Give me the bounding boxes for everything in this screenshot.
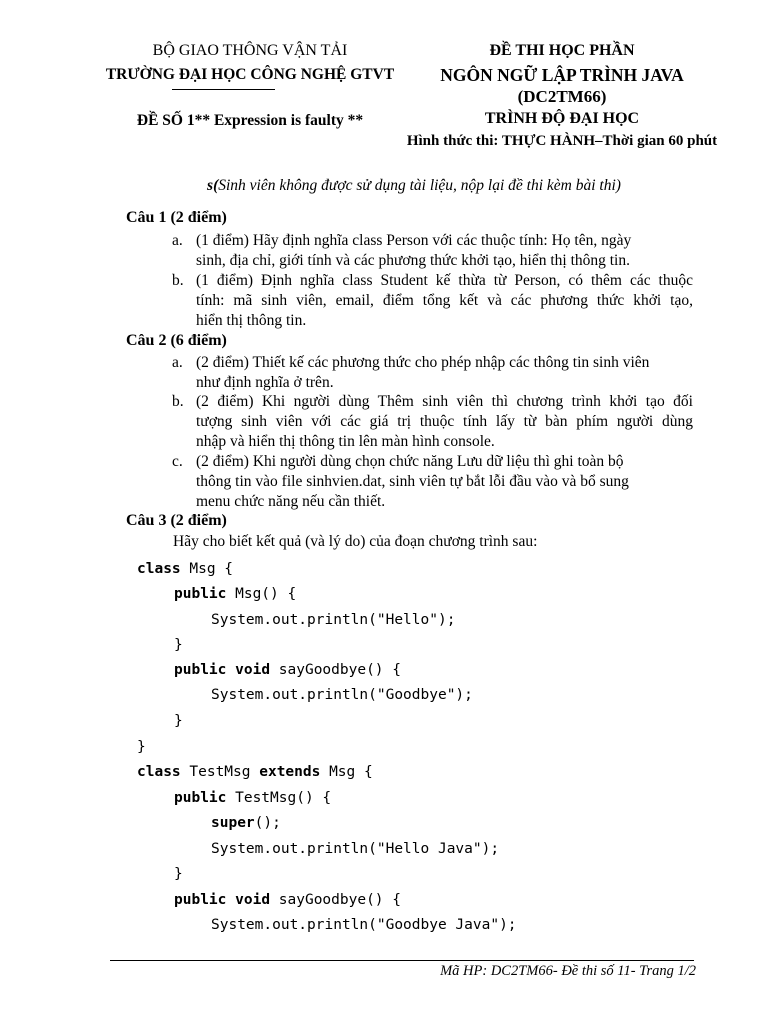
item-line: hiển thị thông tin. [196,312,307,329]
question-3-intro: Hãy cho biết kết quả (và lý do) của đoạn chương trình sau: [173,533,538,550]
item-marker: c. [172,453,183,470]
question-1-title: Câu 1 (2 điểm) [126,209,227,226]
item-line: (2 điểm) Thiết kế các phương thức cho phép nhập các thông tin sinh viên [196,354,650,371]
question-3-title: Câu 3 (2 điểm) [126,512,227,529]
code-line: class TestMsg extends Msg { [137,764,373,780]
item-marker: b. [172,393,184,410]
code-line: System.out.println("Goodbye"); [211,687,473,703]
code-line: } [174,713,183,729]
page-footer: Mã HP: DC2TM66- Đề thi số 11- Trang 1/2 [440,963,696,979]
course-code: (DC2TM66) [517,87,607,106]
exam-format: Hình thức thi: THỰC HÀNH–Thời gian 60 phút [406,133,718,149]
code-line: System.out.println("Hello"); [211,612,456,628]
exam-code: ĐỀ SỐ 1** Expression is faulty ** [136,112,364,129]
item-marker: a. [172,232,183,249]
item-line: (1 điểm) Định nghĩa class Student kế thừa từ Person, có thêm các thuộc [196,272,693,289]
code-line: public void sayGoodbye() { [174,892,401,908]
item-line: sinh, địa chỉ, giới tính và các phương thức khởi tạo, hiển thị thông tin. [196,252,630,269]
code-line: } [174,866,183,882]
code-line: public Msg() { [174,586,297,602]
code-line: System.out.println("Goodbye Java"); [211,917,517,933]
question-2-title: Câu 2 (6 điểm) [126,332,227,349]
item-line: như định nghĩa ở trên. [196,374,334,391]
item-marker: b. [172,272,184,289]
item-line: menu chức năng nếu cần thiết. [196,493,386,510]
exam-title: ĐỀ THI HỌC PHẦN [489,42,635,59]
code-line: System.out.println("Hello Java"); [211,841,500,857]
university-name: TRƯỜNG ĐẠI HỌC CÔNG NGHỆ GTVT [105,66,395,83]
item-line: (2 điểm) Khi người dùng chọn chức năng Lưu dữ liệu thì ghi toàn bộ [196,453,624,470]
item-line: tượng sinh viên với các giá trị thuộc tính lấy từ bàn phím người dùng [196,413,693,430]
item-line: nhập và hiển thị thông tin lên màn hình console. [196,433,495,450]
subject-name: NGÔN NGỮ LẬP TRÌNH JAVA [440,65,684,85]
code-line: public TestMsg() { [174,790,332,806]
code-line: super(); [211,815,281,831]
code-line: } [137,739,146,755]
code-line: } [174,637,183,653]
ministry-name: BỘ GIAO THÔNG VẬN TẢI [152,42,348,59]
code-line: public void sayGoodbye() { [174,662,401,678]
item-marker: a. [172,354,183,371]
code-line: class Msg { [137,561,234,577]
education-level: TRÌNH ĐỘ ĐẠI HỌC [484,110,640,127]
item-line: tính: mã sinh viên, email, điểm tổng kết và các phương thức khởi tạo, [196,292,693,309]
note-text: Sinh viên không được sử dụng tài liệu, nộp lại đề thi kèm bài thi) [218,177,621,194]
item-line: thông tin vào file sinhvien.dat, sinh viên tự bắt lỗi đầu vào và bổ sung [196,473,629,490]
footer-rule [110,960,694,961]
item-line: (1 điểm) Hãy định nghĩa class Person với các thuộc tính: Họ tên, ngày [196,232,632,249]
item-line: (2 điểm) Khi người dùng Thêm sinh viên thì chương trình khởi tạo đối [196,393,693,410]
note-prefix: s( [207,177,219,194]
